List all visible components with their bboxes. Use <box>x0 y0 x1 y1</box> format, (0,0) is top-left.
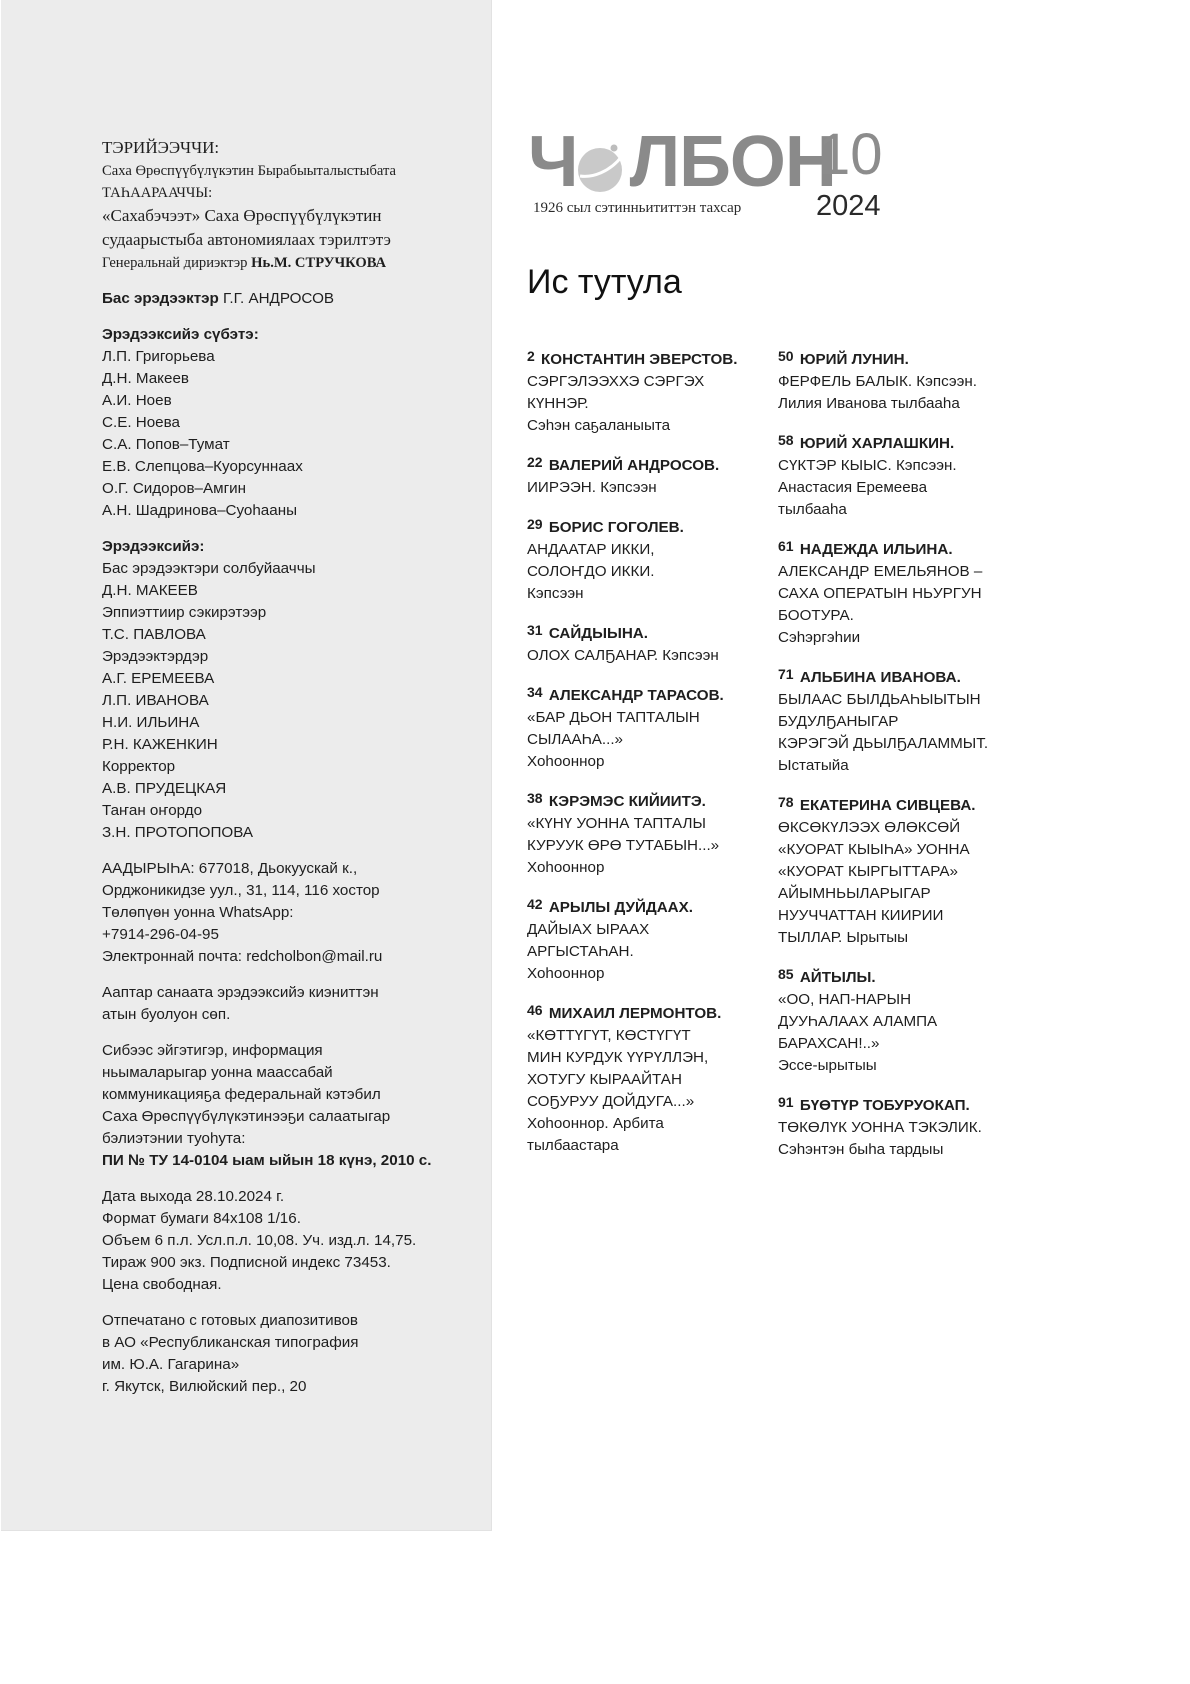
entry-line: АЛЕКСАНДР ЕМЕЛЬЯНОВ – <box>778 563 983 580</box>
chief-editor <box>102 288 482 310</box>
page-number: 71 <box>778 666 794 682</box>
toc-entry <box>527 619 772 667</box>
entry-line: ДУУҺАЛААХ АЛАМПА <box>778 1013 938 1030</box>
toc-entry <box>527 999 772 1157</box>
entry-line: СОЛОҤДО ИККИ. <box>527 563 655 580</box>
entry-line: БЫЛААС БЫЛДЬАҺЫЫТЫН <box>778 691 981 708</box>
entry-line: САХА ОПЕРАТЫН НЬУРГУН <box>778 585 982 602</box>
entry-line: ОЛОХ САЛҔАНАР. Кэпсээн <box>527 647 719 664</box>
toc-entry <box>778 791 1023 949</box>
board-member: Л.П. Григорьева <box>102 348 215 365</box>
entry-line: БУДУЛҔАНЫГАР <box>778 713 899 730</box>
issue-number: 10 <box>818 122 883 187</box>
director-name: Нь.М. СТРУЧКОВА <box>251 255 387 271</box>
toc-entry <box>527 345 772 437</box>
entry-line: ИИРЭЭН. Кэпсээн <box>527 479 657 496</box>
board-member: А.Н. Шадринова–Суоһааны <box>102 502 298 519</box>
entry-line: тылбааһа <box>778 501 847 518</box>
page-number: 61 <box>778 538 794 554</box>
board-member: С.Е. Ноева <box>102 414 180 431</box>
toc-entry <box>778 963 1023 1077</box>
entry-line: СЭРГЭЛЭЭХХЭ СЭРГЭХ <box>527 373 705 390</box>
staff-line: Р.Н. КАЖЕНКИН <box>102 736 218 753</box>
registration-line: ньымаларыгар уонна маассабай <box>102 1064 333 1081</box>
author: ЮРИЙ ЛУНИН. <box>799 351 909 368</box>
board-member: С.А. Попов–Тумат <box>102 436 230 453</box>
registration-line: бэлиэтэнии туоһута: <box>102 1130 246 1147</box>
toc-column-left <box>527 345 772 1171</box>
entry-line: Кэпсээн <box>527 585 584 602</box>
toc-entry <box>527 681 772 773</box>
founder-block <box>102 136 482 274</box>
entry-line: тылбаастара <box>527 1137 619 1154</box>
staff-line: Бас эрэдээктэри солбуйааччы <box>102 560 316 577</box>
entry-line: КУРУУК ӨРӨ ТУТАБЫН...» <box>527 837 720 854</box>
toc-entry <box>778 535 1023 649</box>
toc-entry <box>527 451 772 499</box>
toc-entry <box>778 1091 1023 1161</box>
publisher-label: ТАҺААРААЧЧЫ: <box>102 185 213 201</box>
registration-block <box>102 1040 482 1172</box>
globe-icon <box>574 142 626 194</box>
toc-title: Ис тутула <box>527 263 682 301</box>
entry-line: СҮКТЭР КЫЫС. Кэпсээн. <box>778 457 957 474</box>
entry-line: АЙЫМНЬЫЛАРЫГАР <box>778 885 931 902</box>
entry-line: Сэһэргэһии <box>778 629 861 646</box>
author: ВАЛЕРИЙ АНДРОСОВ. <box>548 457 720 474</box>
entry-line: СЫЛААҺА...» <box>527 731 623 748</box>
toc-entry <box>527 787 772 879</box>
page-number: 34 <box>527 684 543 700</box>
publisher-line: судаарыстыба автономиялаах тэрилтэтэ <box>102 230 391 249</box>
entry-line: «БАР ДЬОН ТАПТАЛЫН <box>527 709 700 726</box>
print-info-block <box>102 1186 482 1296</box>
entry-line: СОҔУРУУ ДОЙДУГА...» <box>527 1093 695 1110</box>
page-number: 46 <box>527 1002 543 1018</box>
print-info-line: Тираж 900 экз. Подписной индекс 73453. <box>102 1254 391 1271</box>
entry-line: «КУОРАТ КЫРГЫТТАРА» <box>778 863 958 880</box>
editorial-board <box>102 324 482 522</box>
print-info-line: Формат бумаги 84х108 1/16. <box>102 1210 301 1227</box>
entry-line: ХОТУГУ КЫРААЙТАН <box>527 1071 682 1088</box>
page-number: 42 <box>527 896 543 912</box>
staff-line: Д.Н. МАКЕЕВ <box>102 582 198 599</box>
staff-line: З.Н. ПРОТОПОПОВА <box>102 824 253 841</box>
toc-column-right <box>778 345 1023 1175</box>
address-block <box>102 858 482 968</box>
registration-line: Саха Өрөспүүбүлүкэтинээҕи салаатыгар <box>102 1108 391 1125</box>
entry-line: ТЫЛЛАР. Ырытыы <box>778 929 909 946</box>
chief-editor-name: Г.Г. АНДРОСОВ <box>223 290 335 307</box>
entry-line: Хоһооннор <box>527 753 605 770</box>
page-number: 29 <box>527 516 543 532</box>
entry-line: БАРАХСАН!..» <box>778 1035 880 1052</box>
page-number: 38 <box>527 790 543 806</box>
entry-line: «КУОРАТ КЫЫҺА» УОННА <box>778 841 970 858</box>
registration-line: коммуникацияҕа федеральнай кэтэбил <box>102 1086 381 1103</box>
author: НАДЕЖДА ИЛЬИНА. <box>799 541 953 558</box>
staff-line: Эппиэттиир сэкирэтээр <box>102 604 267 621</box>
toc-entry <box>778 345 1023 415</box>
entry-line: ТӨКӨЛҮК УОННА ТЭКЭЛИК. <box>778 1119 982 1136</box>
board-label: Эрэдээксийэ сүбэтэ: <box>102 326 259 343</box>
printer-line: им. Ю.А. Гагарина» <box>102 1356 240 1373</box>
phone: +7914-296-04-95 <box>102 926 219 943</box>
entry-line: Лилия Иванова тылбааһа <box>778 395 960 412</box>
print-info-line: Цена свободная. <box>102 1276 222 1293</box>
page-number: 2 <box>527 348 535 364</box>
imprint <box>102 136 482 1412</box>
entry-line: ДАЙЫАХ ЫРААХ <box>527 921 650 938</box>
entry-line: ӨКСӨКҮЛЭЭХ ӨЛӨКСӨЙ <box>778 819 961 836</box>
entry-line: «КӨТТҮГҮТ, КӨСТҮГҮТ <box>527 1027 691 1044</box>
staff-line: А.Г. ЕРЕМЕЕВА <box>102 670 215 687</box>
entry-line: КЭРЭГЭЙ ДЬЫЛҔАЛАММЫТ. <box>778 735 989 752</box>
page-number: 58 <box>778 432 794 448</box>
toc-entry <box>778 663 1023 777</box>
printer-line: в АО «Республиканская типография <box>102 1334 359 1351</box>
board-member: А.И. Ноев <box>102 392 172 409</box>
entry-line: КҮННЭР. <box>527 395 589 412</box>
issue-year: 2024 <box>816 190 881 222</box>
staff-line: Н.И. ИЛЬИНА <box>102 714 200 731</box>
director <box>102 252 482 274</box>
author: БОРИС ГОГОЛЕВ. <box>548 519 684 536</box>
author: КОНСТАНТИН ЭВЕРСТОВ. <box>541 351 738 368</box>
author: САЙДЫЫНА. <box>548 625 648 642</box>
entry-line: Анастасия Еремеева <box>778 479 928 496</box>
page-number: 91 <box>778 1094 794 1110</box>
director-label: Генеральнай дириэктэр <box>102 255 248 271</box>
staff-line: А.В. ПРУДЕЦКАЯ <box>102 780 227 797</box>
toc-entry <box>527 513 772 605</box>
entry-line: МИН КУРДУК ҮҮРҮЛЛЭН, <box>527 1049 709 1066</box>
chief-editor-label: Бас эрэдээктэр <box>102 290 219 307</box>
entry-line: «ОО, НАП-НАРЫН <box>778 991 912 1008</box>
masthead-tagline: 1926 сыл сэтинньититтэн тахсар <box>533 200 742 216</box>
entry-line: Хоһооннор. Арбита <box>527 1115 664 1132</box>
entry-line: АНДААТАР ИККИ, <box>527 541 655 558</box>
printer-line: Отпечатано с готовых диапозитивов <box>102 1312 358 1329</box>
page-number: 31 <box>527 622 543 638</box>
author: АЛЕКСАНДР ТАРАСОВ. <box>548 687 724 704</box>
staff-line: Л.П. ИВАНОВА <box>102 692 209 709</box>
author: АЙТЫЛЫ. <box>799 969 876 986</box>
page-number: 78 <box>778 794 794 810</box>
editorial-staff <box>102 536 482 844</box>
staff-line: Таҥан оҥордо <box>102 802 203 819</box>
publisher-line: «Сахабэчээт» Саха Өрөспүүбүлүкэтин <box>102 206 382 225</box>
founder-label: ТЭРИЙЭЭЧЧИ: <box>102 138 220 157</box>
author: МИХАИЛ ЛЕРМОНТОВ. <box>548 1005 722 1022</box>
masthead-logo <box>528 122 908 222</box>
entry-line: АРГЫСТАҺАН. <box>527 943 634 960</box>
email: Электроннай почта: redcholbon@mail.ru <box>102 948 383 965</box>
staff-line: Корректор <box>102 758 176 775</box>
entry-line: Хоһооннор <box>527 965 605 982</box>
author: БҮӨТҮР ТОБУРУОКАП. <box>799 1097 970 1114</box>
registration-line: Сибээс эйгэтигэр, информация <box>102 1042 323 1059</box>
board-member: О.Г. Сидоров–Амгин <box>102 480 246 497</box>
author: ЮРИЙ ХАРЛАШКИН. <box>799 435 955 452</box>
board-member: Е.В. Слепцова–Куорсуннаах <box>102 458 303 475</box>
entry-line: БООТУРА. <box>778 607 854 624</box>
page-number: 50 <box>778 348 794 364</box>
staff-label: Эрэдээксийэ: <box>102 538 205 555</box>
entry-line: Эссе-ырытыы <box>778 1057 877 1074</box>
toc-entry <box>778 429 1023 521</box>
printer-block <box>102 1310 482 1398</box>
notice-line: атын буолуон сөп. <box>102 1006 231 1023</box>
address-line: ААДЫРЫҺА: 677018, Дьокуускай к., <box>102 860 358 877</box>
entry-line: Хоһооннор <box>527 859 605 876</box>
address-line: Орджоникидзе уул., 31, 114, 116 хостор <box>102 882 380 899</box>
page-number: 22 <box>527 454 543 470</box>
masthead-title: Ч ЛБОН <box>528 122 836 202</box>
entry-line: Ыстатыйа <box>778 757 849 774</box>
entry-line: НУУЧЧАТТАН КИИРИИ <box>778 907 944 924</box>
author: ЕКАТЕРИНА СИВЦЕВА. <box>799 797 976 814</box>
notice-line: Ааптар санаата эрэдээксийэ киэниттэн <box>102 984 379 1001</box>
page-number: 85 <box>778 966 794 982</box>
board-member: Д.Н. Макеев <box>102 370 189 387</box>
print-info-line: Дата выхода 28.10.2024 г. <box>102 1188 285 1205</box>
entry-line: ФЕРФЕЛЬ БАЛЫК. Кэпсээн. <box>778 373 977 390</box>
notice-block <box>102 982 482 1026</box>
founder: Саха Өрөспүүбүлүкэтин Бырабыыталыстыбата <box>102 163 397 179</box>
toc-entry <box>527 893 772 985</box>
print-info-line: Объем 6 п.л. Усл.п.л. 10,08. Уч. изд.л. 14,75. <box>102 1232 417 1249</box>
printer-line: г. Якутск, Вилюйский пер., 20 <box>102 1378 307 1395</box>
address-line: Төлөпүөн уонна WhatsApp: <box>102 904 294 921</box>
registration-number: ПИ № ТУ 14-0104 ыам ыйын 18 күнэ, 2010 с. <box>102 1152 432 1169</box>
staff-line: Т.С. ПАВЛОВА <box>102 626 206 643</box>
entry-line: Сэһэн саҕаланыыта <box>527 417 671 434</box>
entry-line: «КҮНҮ УОННА ТАПТАЛЫ <box>527 815 706 832</box>
staff-line: Эрэдээктэрдэр <box>102 648 209 665</box>
entry-line: Сэһэнтэн быһа тардыы <box>778 1141 944 1158</box>
author: АРЫЛЫ ДУЙДААХ. <box>548 899 693 916</box>
author: КЭРЭМЭС КИЙИИТЭ. <box>548 793 706 810</box>
author: АЛЬБИНА ИВАНОВА. <box>799 669 961 686</box>
